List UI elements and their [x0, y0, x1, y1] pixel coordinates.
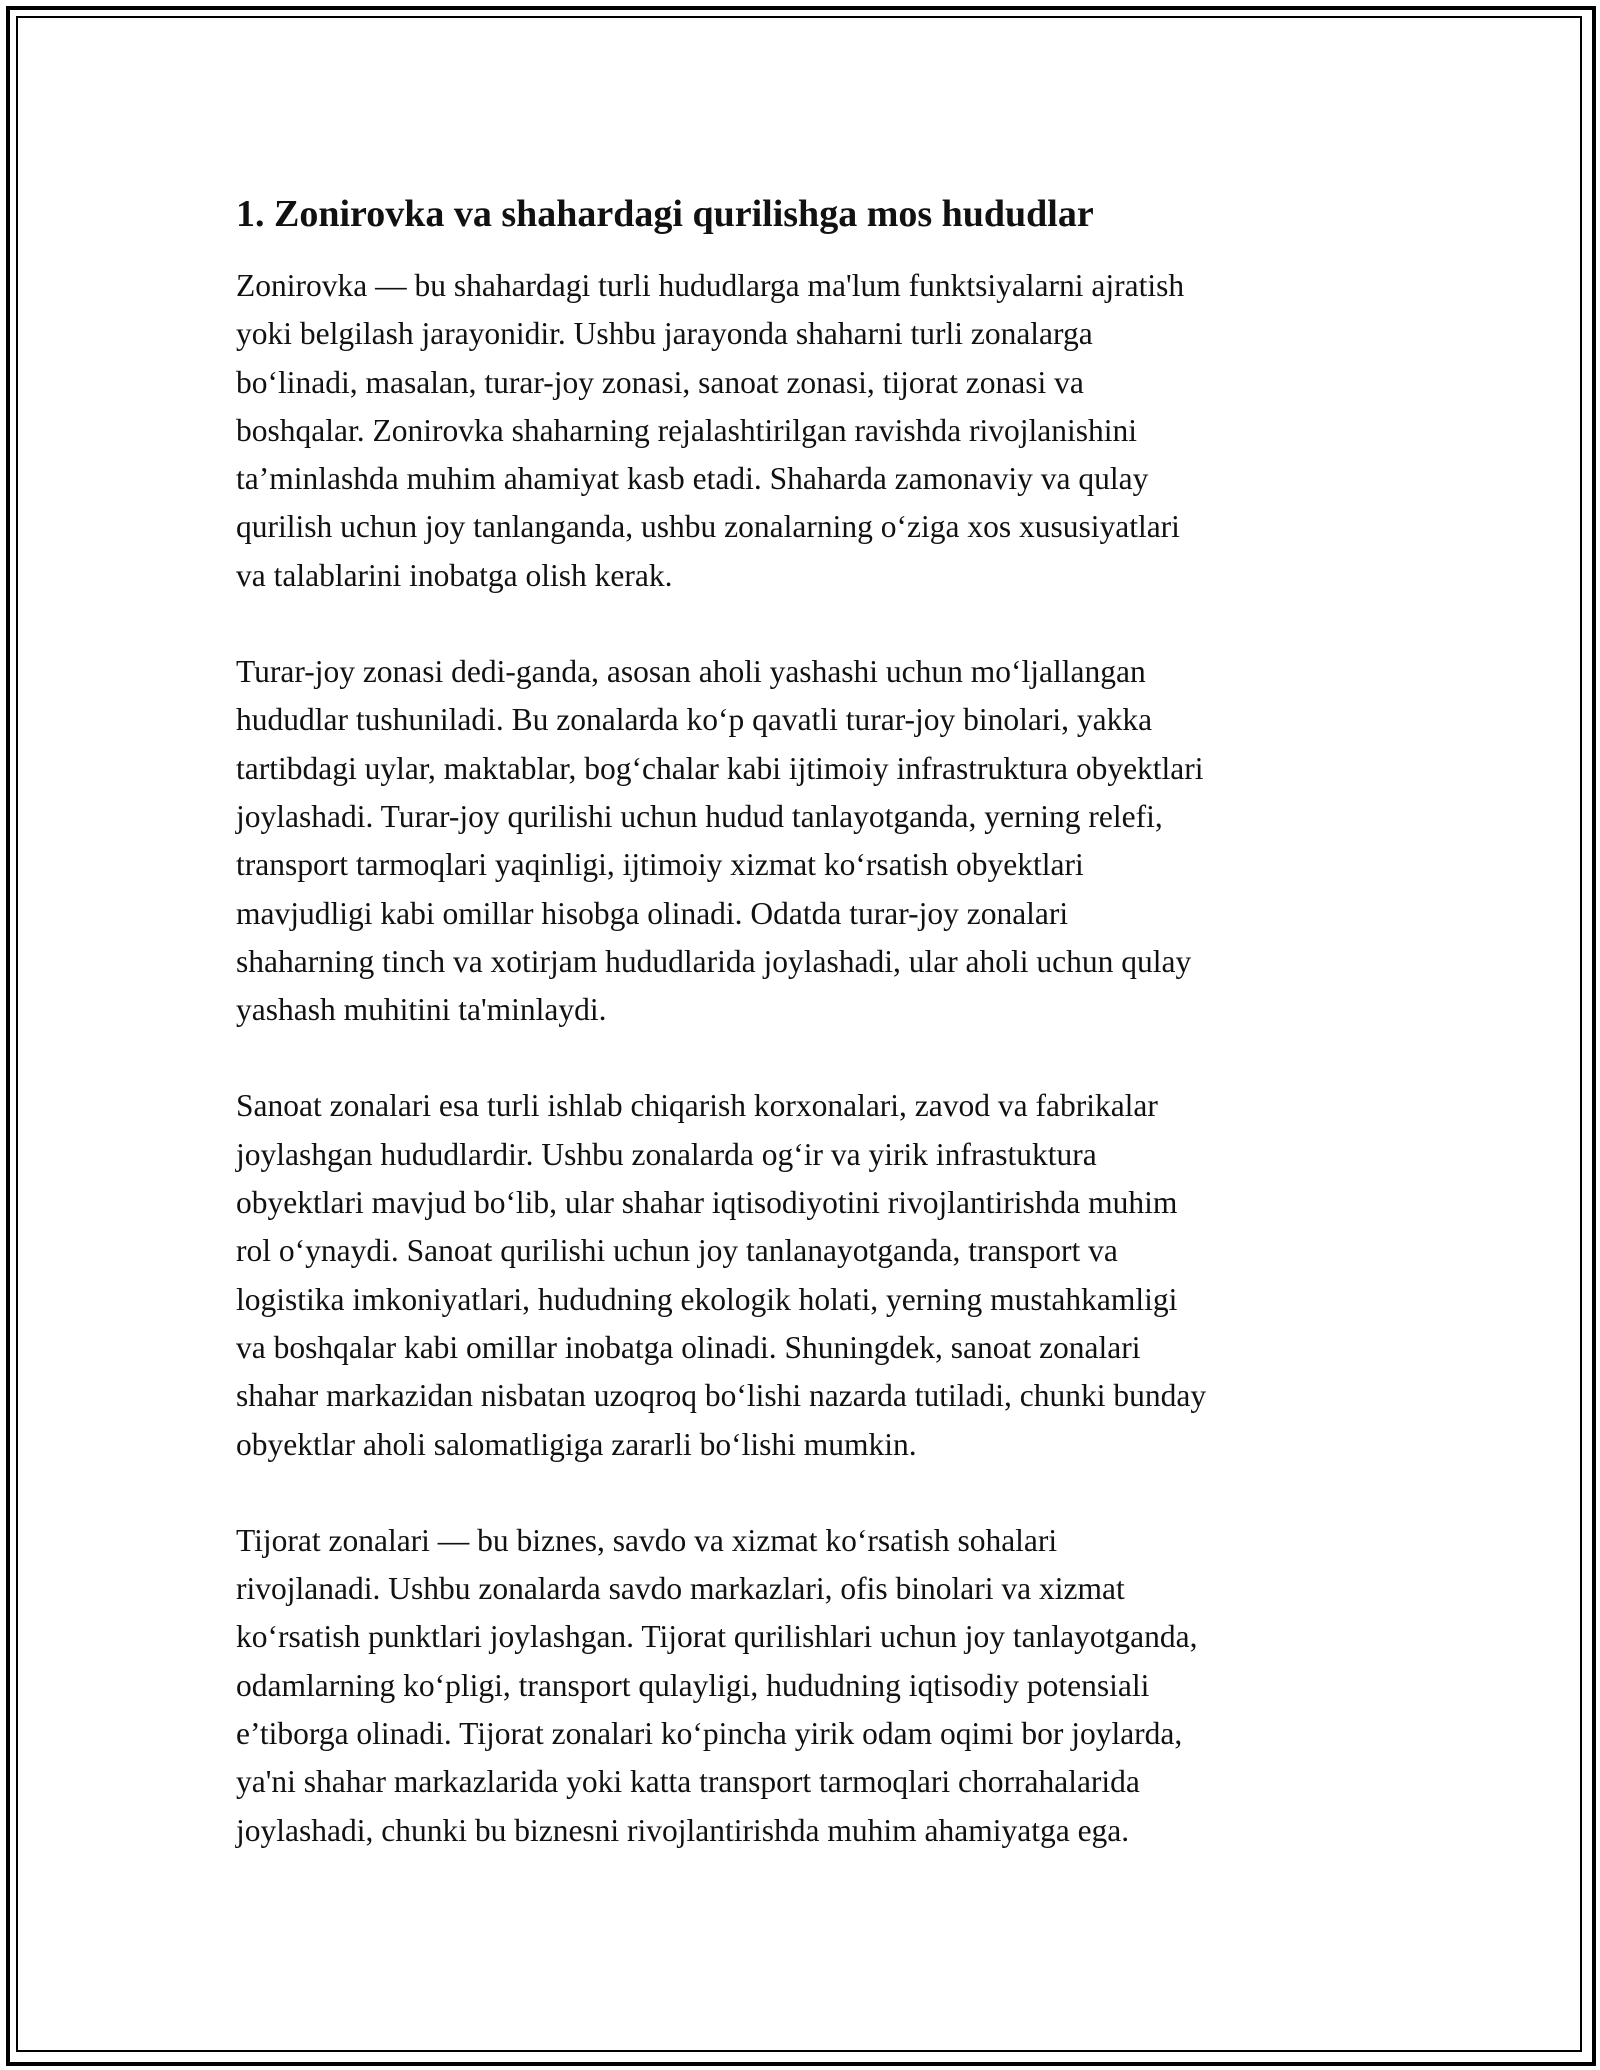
text-line: rol o‘ynaydi. Sanoat qurilishi uchun joy tanlanayotganda, transport va: [236, 1233, 1118, 1269]
text-line: yashash muhitini ta'minlaydi.: [236, 992, 607, 1028]
text-line: shahar markazidan nisbatan uzoqroq bo‘lishi nazarda tutiladi, chunki bunday: [236, 1378, 1207, 1414]
paragraphs-container: [236, 262, 1386, 1855]
text-line: ta’minlashda muhim ahamiyat kasb etadi. Shaharda zamonaviy va qulay: [236, 461, 1149, 497]
text-line: Tijorat zonalari — bu biznes, savdo va xizmat ko‘rsatish sohalari: [236, 1522, 1058, 1558]
text-line: odamlarning ko‘pligi, transport qulayligi, hududning iqtisodiy potensiali: [236, 1667, 1150, 1703]
section-title: 1. Zonirovka va shahardagi qurilishga mos hududlar: [236, 193, 1094, 235]
text-line: transport tarmoqlari yaqinligi, ijtimoiy xizmat ko‘rsatish obyektlari: [236, 847, 1084, 883]
text-line: va boshqalar kabi omillar inobatga olinadi. Shuningdek, sanoat zonalari: [236, 1329, 1141, 1365]
text-line: obyektlari mavjud bo‘lib, ular shahar iqtisodiyotini rivojlantirishda muhim: [236, 1185, 1178, 1221]
text-line: Zonirovka — bu shahardagi turli hududlarga ma'lum funktsiyalarni ajratish: [236, 268, 1185, 303]
text-line: ko‘rsatish punktlari joylashgan. Tijorat qurilishlari uchun joy tanlayotganda,: [236, 1619, 1198, 1655]
text-line: logistika imkoniyatlari, hududning ekologik holati, yerning mustahkamligi: [236, 1281, 1178, 1317]
text-line: hududlar tushuniladi. Bu zonalarda ko‘p qavatli turar-joy binolari, yakka: [236, 702, 1153, 738]
text-line: Sanoat zonalari esa turli ishlab chiqarish korxonalari, zavod va fabrikalar: [236, 1088, 1158, 1124]
paragraph: [236, 262, 1386, 600]
text-line: obyektlar aholi salomatligiga zararli bo‘lishi mumkin.: [236, 1426, 917, 1462]
text-line: shaharning tinch va xotirjam hududlarida joylashadi, ular aholi uchun qulay: [236, 943, 1192, 979]
text-line: joylashadi. Turar-joy qurilishi uchun hudud tanlayotganda, yerning relefi,: [236, 798, 1163, 834]
text-line: qurilish uchun joy tanlanganda, ushbu zonalarning o‘ziga xos xususiyatlari: [236, 509, 1180, 545]
text-line: va talablarini inobatga olish kerak.: [236, 557, 673, 593]
text-line: bo‘linadi, masalan, turar-joy zonasi, sanoat zonasi, tijorat zonasi va: [236, 364, 1084, 400]
document-body: [236, 188, 1386, 1903]
text-line: e’tiborga olinadi. Tijorat zonalari ko‘pincha yirik odam oqimi bor joylarda,: [236, 1716, 1183, 1752]
text-line: joylashgan hududlardir. Ushbu zonalarda og‘ir va yirik infrastuktura: [236, 1136, 1097, 1172]
text-line: yoki belgilash jarayonidir. Ushbu jarayonda shaharni turli zonalarga: [236, 316, 1093, 352]
paragraph: [236, 648, 1386, 1034]
text-line: boshqalar. Zonirovka shaharning rejalashtirilgan ravishda rivojlanishini: [236, 412, 1138, 448]
paragraph: [236, 1082, 1386, 1468]
text-line: joylashadi, chunki bu biznesni rivojlantirishda muhim ahamiyatga ega.: [236, 1812, 1130, 1848]
paragraph: [236, 1517, 1386, 1855]
text-line: rivojlanadi. Ushbu zonalarda savdo markazlari, ofis binolari va xizmat: [236, 1571, 1125, 1607]
text-line: ya'ni shahar markazlarida yoki katta transport tarmoqlari chorrahalarida: [236, 1764, 1140, 1800]
text-line: mavjudligi kabi omillar hisobga olinadi. Odatda turar-joy zonalari: [236, 895, 1069, 931]
text-line: Turar-joy zonasi dedi-ganda, asosan aholi yashashi uchun mo‘ljallangan: [236, 654, 1146, 690]
text-line: tartibdagi uylar, maktablar, bog‘chalar kabi ijtimoiy infrastruktura obyektlari: [236, 750, 1204, 786]
